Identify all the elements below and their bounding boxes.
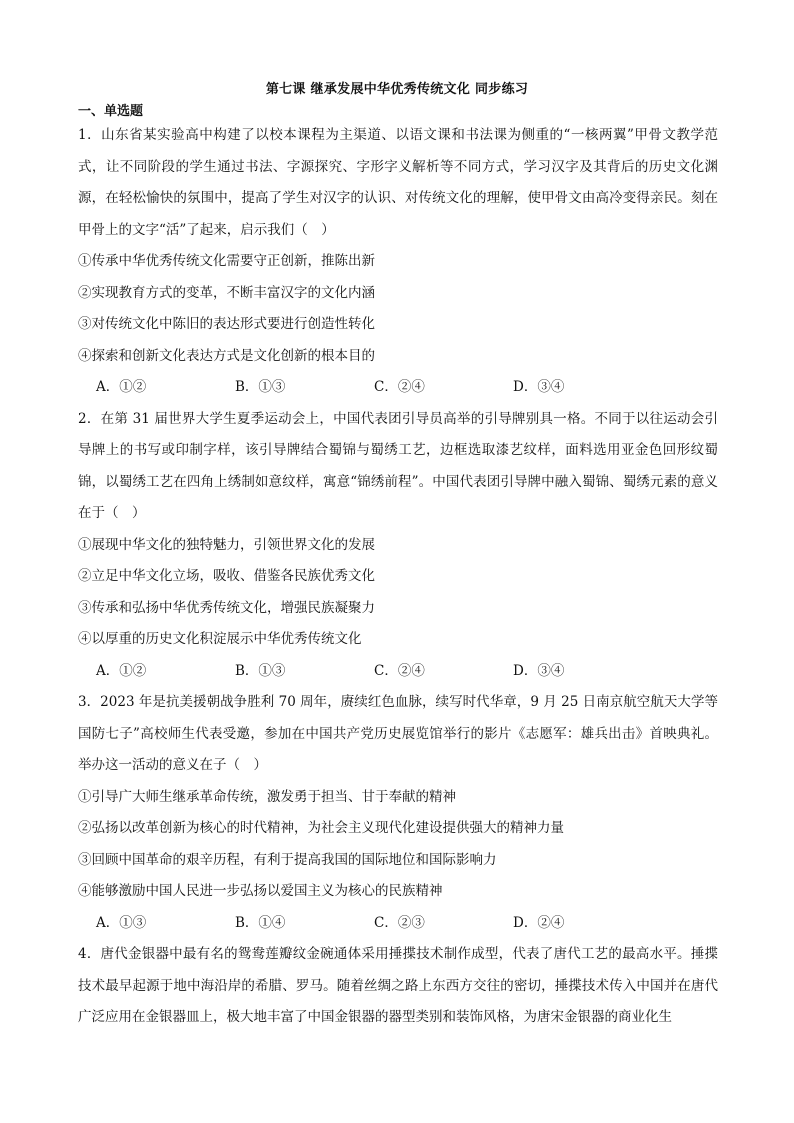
question-3-statement-3: ③回顾中国革命的艰辛历程，有利于提高我国的国际地位和国际影响力 [78,851,497,868]
option-b[interactable]: B．①③ [235,379,286,395]
option-c[interactable]: C．②③ [374,914,425,931]
option-d[interactable]: D．②④ [513,914,565,931]
option-c[interactable]: C．②④ [374,662,425,679]
option-a[interactable]: A．①③ [96,914,147,931]
question-4-stem: 4．唐代金银器中最有名的鸳鸯莲瓣纹金碗通体采用捶揲技术制作成型，代表了唐代工艺的最高水平。捶揲技术最早起源于地中海沿岸的希腊、罗马。随着丝绸之路上东西方交往的密切，捶揲技术传入中国并在唐代广泛应用在金银器皿上，极大地丰富了中国金银器的器型类别和装饰风格，为唐宋金银器的商业化生 [78,946,718,1025]
question-2-statement-3: ③传承和弘扬中华优秀传统文化，增强民族凝聚力 [78,599,375,616]
question-3-options [78,908,718,940]
option-a[interactable]: A．①② [96,379,147,395]
question-1-stem: 1．山东省某实验高中构建了以校本课程为主渠道、以语文课和书法课为侧重的“一核两翼”甲骨文教学范式，让不同阶段的学生通过书法、字源探究、字形字义解析等不同方式，学习汉字及其背后的历史文化渊源，在轻松愉快的氛围中，提高了学生对汉字的认识、对传统文化的理解，使甲骨文由高冷变得亲民。刻在甲骨上的文字“活”了起来，启示我们（ ） [78,127,718,238]
option-d[interactable]: D．③④ [513,379,565,395]
question-2-statement-2: ②立足中华文化立场，吸收、借鉴各民族优秀文化 [78,568,375,584]
question-1-options [78,372,718,404]
question-1-statement-2: ②实现教育方式的变革，不断丰富汉字的文化内涵 [78,284,375,301]
section-heading: 一、单选题 [78,104,144,119]
question-1-statement-4: ④探索和创新文化表达方式是文化创新的根本目的 [78,347,375,364]
option-d[interactable]: D．③④ [513,662,565,679]
question-2-statement-1: ①展现中华文化的独特魅力，引领世界文化的发展 [78,536,375,553]
option-a[interactable]: A．①② [96,662,147,679]
document-title: 第七课 继承发展中华优秀传统文化 同步练习 [265,82,529,97]
question-2-statement-4: ④以厚重的历史文化积淀展示中华优秀传统文化 [78,631,362,647]
question-2-options [78,656,718,688]
question-3-stem: 3．2023 年是抗美援朝战争胜利 70 周年，赓续红色血脉，续写时代华章，9 月 25 日南京航空航天大学等国防七子”高校师生代表受邀，参加在中国共产党历史展览馆举行的影片《志愿军：雄兵出击》首映典礼。举办这一活动的意义在子（ ） [78,694,718,773]
question-3-statement-2: ②弘扬以改革创新为核心的时代精神，为社会主义现代化建设提供强大的精神力量 [78,820,564,836]
option-b[interactable]: B．①③ [235,662,286,679]
question-3-statement-1: ①引导广大师生继承革命传统，激发勇于担当、甘于奉献的精神 [78,788,456,805]
option-c[interactable]: C．②④ [374,379,425,395]
question-2-stem: 2．在第 31 届世界大学生夏季运动会上，中国代表团引导员高举的引导牌别具一格。不同于以往运动会引导牌上的书写或印制字样，该引导牌结合蜀锦与蜀绣工艺，边框选取漆艺纹样，面料选用亚金色回形纹蜀锦，以蜀绣工艺在四角上绣制如意纹样，寓意“锦绣前程”。中国代表团引导牌中融入蜀锦、蜀绣元素的意义在于（ ） [78,410,718,521]
question-list [78,120,718,1034]
question-1-statement-3: ③对传统文化中陈旧的表达形式要进行创造性转化 [78,316,375,332]
option-b[interactable]: B．①④ [235,914,286,931]
question-3-statement-4: ④能够激励中国人民进一步弘扬以爱国主义为核心的民族精神 [78,883,443,899]
question-1-statement-1: ①传承中华优秀传统文化需要守正创新，推陈出新 [78,253,375,269]
